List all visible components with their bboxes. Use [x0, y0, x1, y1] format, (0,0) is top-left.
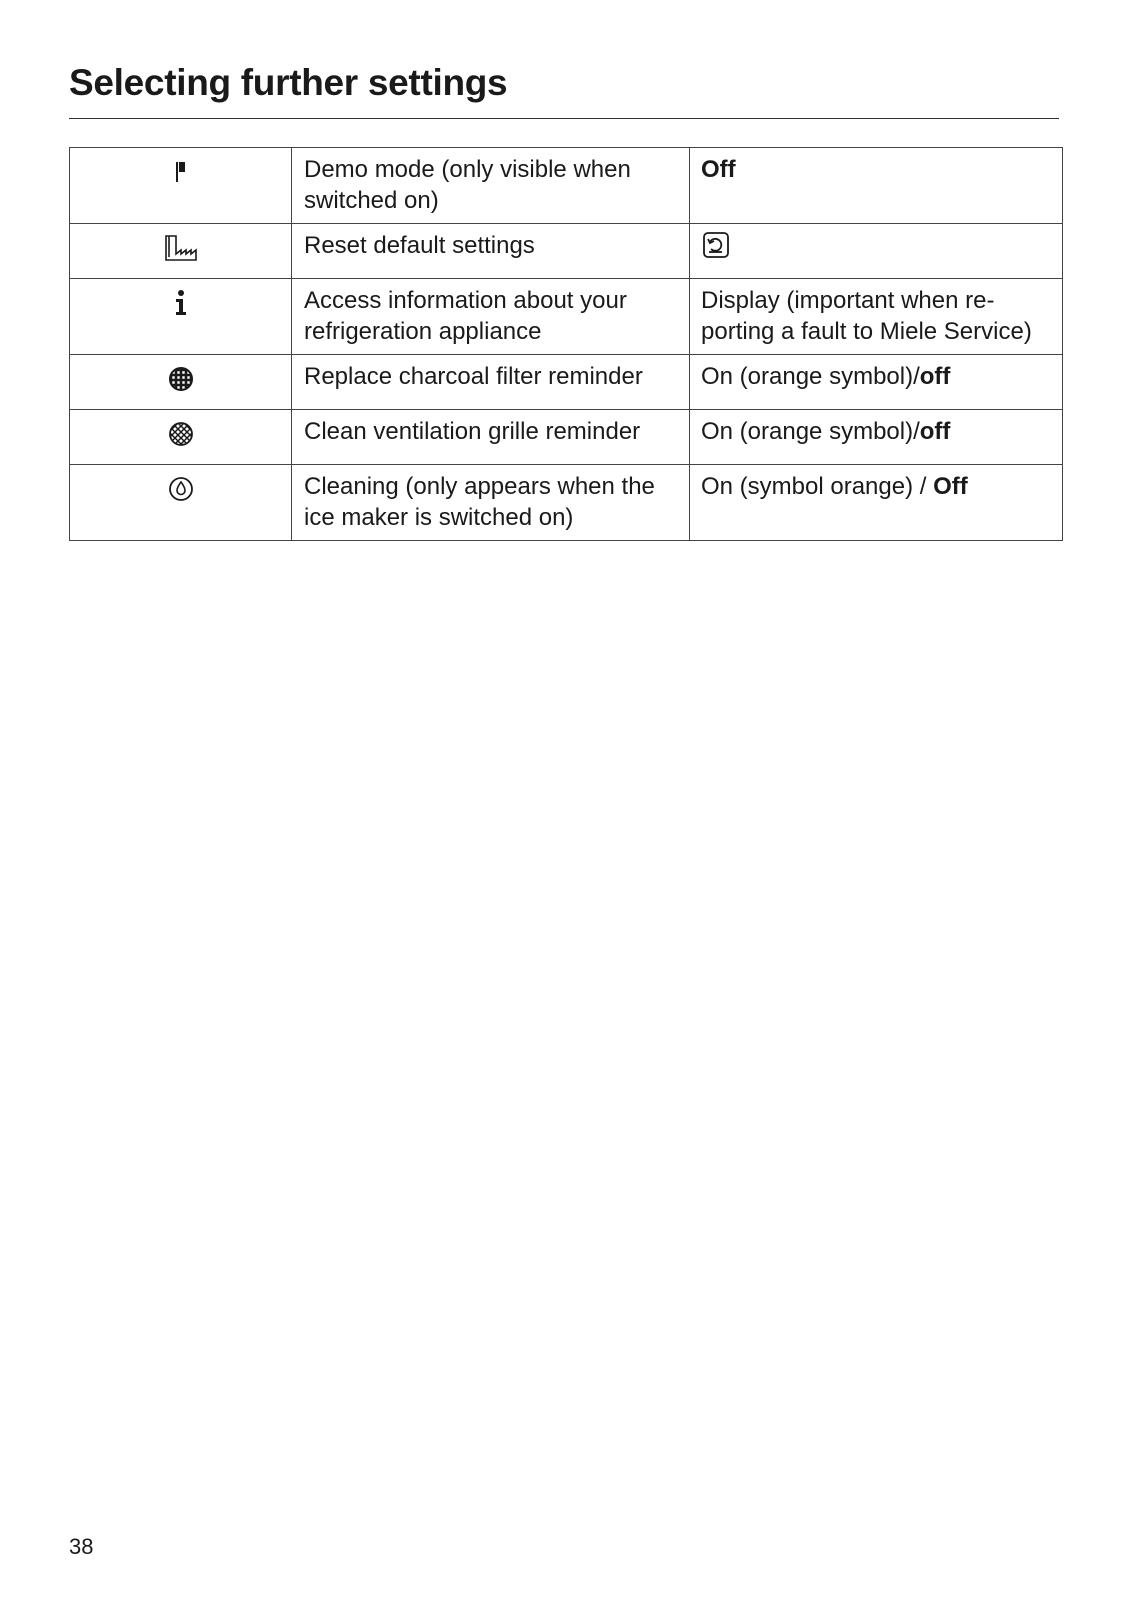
icon-cell: [70, 148, 292, 224]
icon-cell: [70, 224, 292, 279]
setting-description: Clean ventilation grille reminder: [292, 410, 690, 465]
table-row: [70, 410, 1063, 465]
icon-cell: [70, 465, 292, 541]
value-text: Display (important when reporting a fault to Miele Service): [701, 287, 1032, 345]
setting-description: Access information about your refrigeration appliance: [292, 279, 690, 355]
reset-icon: [701, 230, 731, 260]
setting-value: [690, 224, 1063, 279]
demo-flag-icon: [164, 157, 198, 187]
setting-value: [690, 279, 1063, 355]
page-title: Selecting further settings: [69, 62, 508, 103]
value-text: On (orange symbol)/: [701, 418, 920, 445]
table-row: [70, 279, 1063, 355]
icon-cell: [70, 410, 292, 465]
icon-cell: [70, 355, 292, 410]
charcoal-filter-icon: [164, 364, 198, 394]
title-divider: [69, 118, 1059, 119]
table-row: [70, 355, 1063, 410]
value-bold-text: Off: [701, 156, 736, 183]
setting-description: Replace charcoal filter reminder: [292, 355, 690, 410]
factory-icon: [164, 233, 198, 263]
ice-maker-cleaning-icon: [164, 474, 198, 504]
settings-table: [69, 147, 1063, 541]
info-icon: [164, 288, 198, 318]
ventilation-grille-icon: [164, 419, 198, 449]
setting-value: [690, 465, 1063, 541]
value-bold-text: off: [919, 418, 951, 445]
setting-description: Cleaning (only appears when the ice maker is switched on): [292, 465, 690, 541]
setting-value: [690, 355, 1063, 410]
table-row: [70, 224, 1063, 279]
setting-description: Demo mode (only visible when switched on): [292, 148, 690, 224]
table-row: [70, 465, 1063, 541]
setting-description: Reset default settings: [292, 224, 690, 279]
value-bold-text: off: [919, 363, 951, 390]
icon-cell: [70, 279, 292, 355]
value-text: On (symbol orange) /: [701, 473, 934, 500]
setting-value: [690, 148, 1063, 224]
table-row: [70, 148, 1063, 224]
value-text: On (orange symbol)/: [701, 363, 920, 390]
page-number: 38: [69, 1534, 94, 1559]
setting-value: [690, 410, 1063, 465]
value-bold-text: Off: [933, 473, 968, 500]
